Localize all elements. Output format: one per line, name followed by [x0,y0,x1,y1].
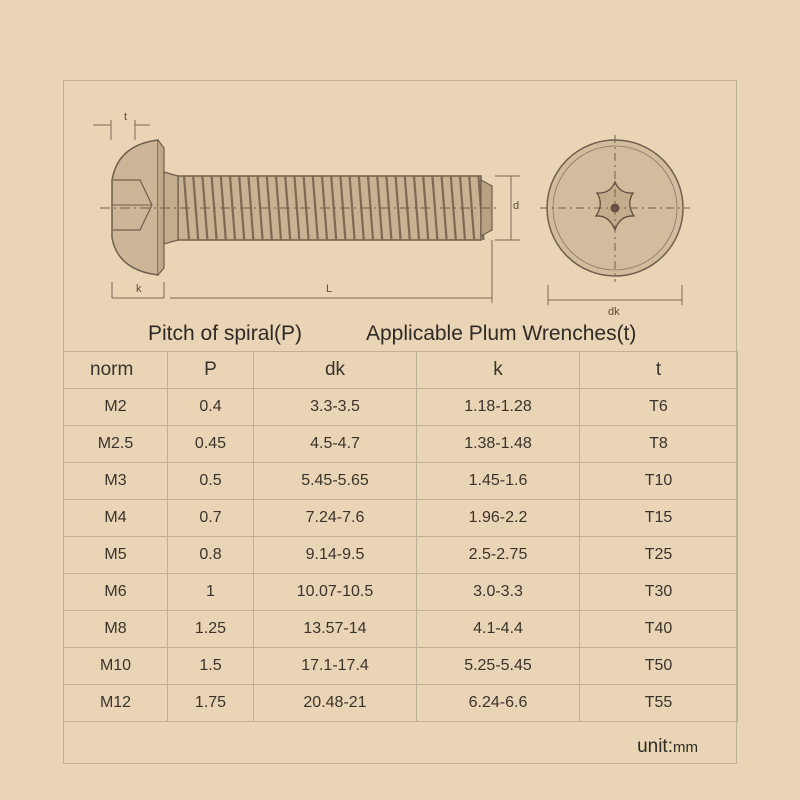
cell-norm: M6 [64,574,168,611]
cell-dk: 17.1-17.4 [254,648,417,685]
l-dimension-label: L [326,283,333,295]
cell-k: 1.18-1.28 [417,389,580,426]
cell-t: T25 [580,537,738,574]
cell-k: 6.24-6.6 [417,685,580,722]
cell-k: 1.45-1.6 [417,463,580,500]
cell-norm: M3 [64,463,168,500]
header-k: k [417,352,580,389]
table-row [64,500,738,537]
k-dimension-label: k [136,283,142,295]
wrench-caption: Applicable Plum Wrenches(t) [366,322,637,345]
cell-dk: 4.5-4.7 [254,426,417,463]
d-dimension-label: d [513,200,520,212]
cell-norm: M10 [64,648,168,685]
cell-dk: 5.45-5.65 [254,463,417,500]
cell-dk: 20.48-21 [254,685,417,722]
cell-t: T6 [580,389,738,426]
cell-k: 4.1-4.4 [417,611,580,648]
cell-dk: 13.57-14 [254,611,417,648]
cell-p: 1.25 [168,611,254,648]
cell-p: 1 [168,574,254,611]
unit-value: mm [673,739,698,756]
cell-k: 5.25-5.45 [417,648,580,685]
cell-t: T8 [580,426,738,463]
cell-p: 0.45 [168,426,254,463]
cell-dk: 3.3-3.5 [254,389,417,426]
header-p: P [168,352,254,389]
cell-p: 1.5 [168,648,254,685]
cell-norm: M8 [64,611,168,648]
screw-top-view [540,135,690,282]
table-row [64,463,738,500]
t-dimension-label: t [124,111,128,123]
screw-technical-drawing [0,0,800,350]
unit-note [637,736,698,758]
cell-dk: 9.14-9.5 [254,537,417,574]
screw-side-view [100,140,500,275]
cell-p: 0.4 [168,389,254,426]
cell-p: 1.75 [168,685,254,722]
table-row [64,389,738,426]
table-row [64,685,738,722]
cell-dk: 7.24-7.6 [254,500,417,537]
cell-t: T40 [580,611,738,648]
table-header-row [64,352,738,389]
cell-k: 1.38-1.48 [417,426,580,463]
cell-k: 1.96-2.2 [417,500,580,537]
cell-k: 2.5-2.75 [417,537,580,574]
cell-t: T15 [580,500,738,537]
cell-t: T55 [580,685,738,722]
cell-p: 0.7 [168,500,254,537]
cell-t: T10 [580,463,738,500]
pitch-caption: Pitch of spiral(P) [148,322,303,345]
cell-t: T50 [580,648,738,685]
header-t: t [580,352,738,389]
dk-dimension-label: dk [608,306,620,318]
cell-k: 3.0-3.3 [417,574,580,611]
cell-p: 0.8 [168,537,254,574]
spec-table [63,351,738,722]
table-row [64,537,738,574]
cell-p: 0.5 [168,463,254,500]
cell-t: T30 [580,574,738,611]
cell-dk: 10.07-10.5 [254,574,417,611]
cell-norm: M2.5 [64,426,168,463]
cell-norm: M4 [64,500,168,537]
table-row [64,426,738,463]
cell-norm: M5 [64,537,168,574]
cell-norm: M2 [64,389,168,426]
table-row [64,611,738,648]
table-row [64,574,738,611]
header-dk: dk [254,352,417,389]
header-norm: norm [64,352,168,389]
cell-norm: M12 [64,685,168,722]
unit-label: unit: [637,736,673,757]
table-row [64,648,738,685]
